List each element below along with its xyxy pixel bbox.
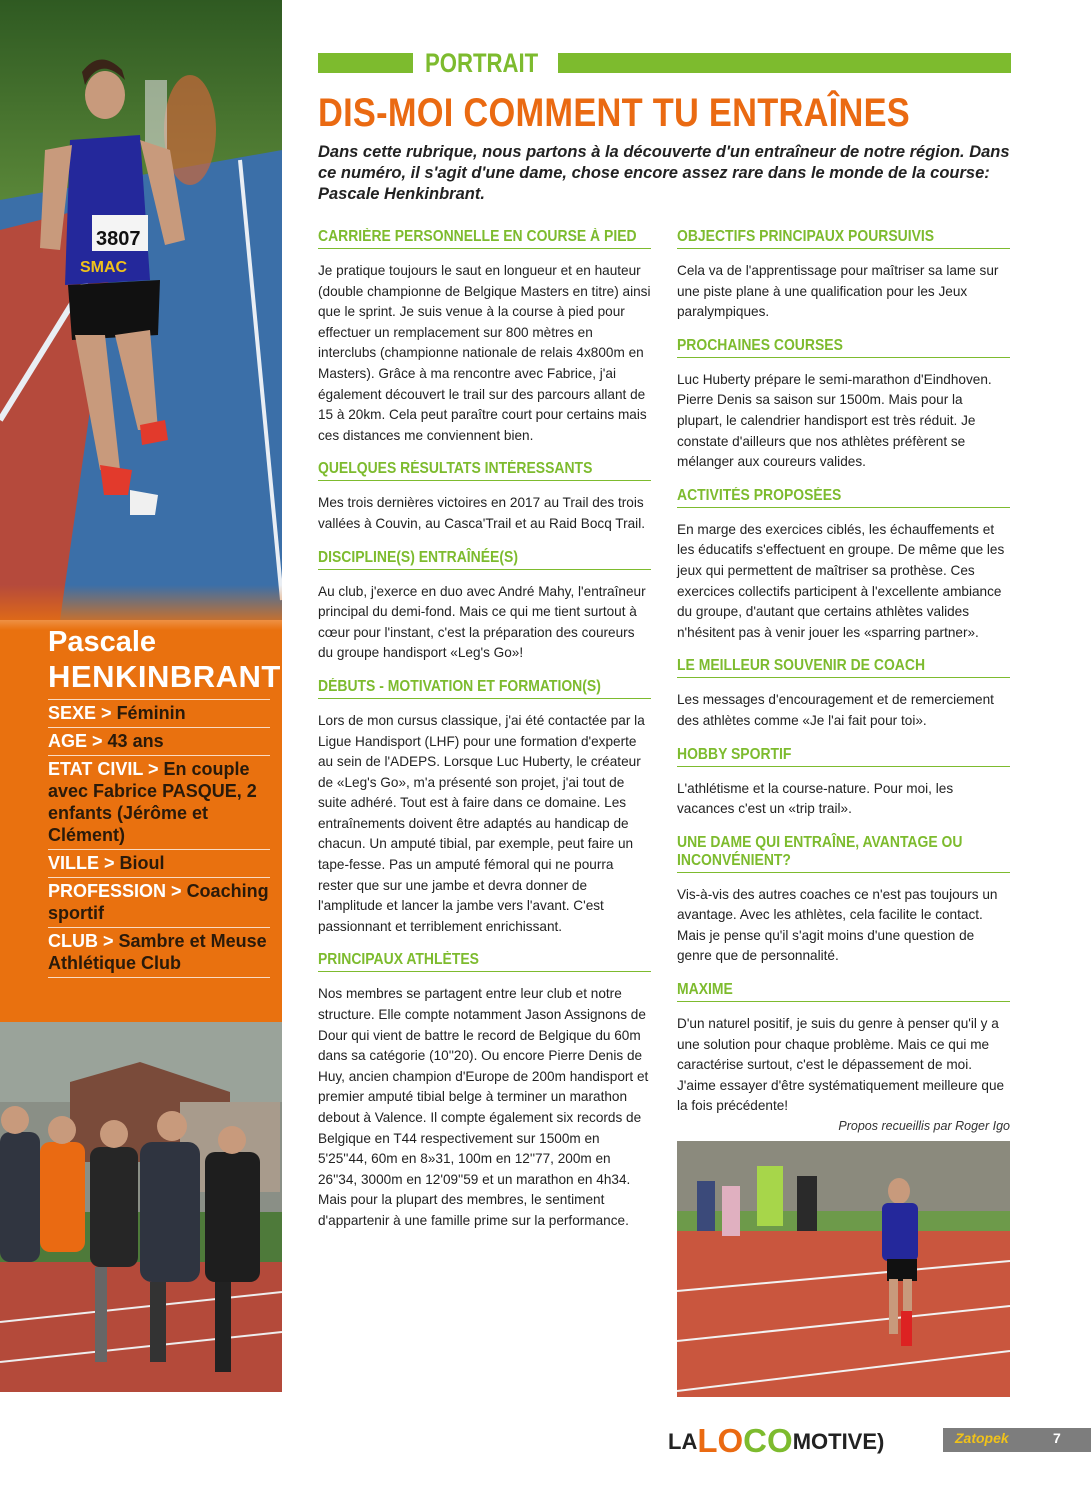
bio-row-profession: PROFESSION > Coaching sportif [48, 877, 270, 927]
section-heading: LE MEILLEUR SOUVENIR DE COACH [677, 657, 1010, 678]
section-text: Vis-à-vis des autres coaches ce n'est pas toujours un avantage. Avec les athlètes, cela facilite le contact. Mais je pense qu'il s'agit moins d'une question de genre que de personnalité. [677, 886, 998, 964]
section-heading: OBJECTIFS PRINCIPAUX POURSUIVIS [677, 228, 1010, 249]
section-heading: HOBBY SPORTIF [677, 746, 1010, 767]
page-footer [668, 1420, 1091, 1460]
bio-row-club: CLUB > Sambre et Meuse Athlétique Club [48, 927, 270, 978]
section-text: Je pratique toujours le saut en longueur et en hauteur (double championne de Belgique Masters en titre) ainsi que le sprint. Je suis venue à la course à pied pour effectuer un remplacement sur 800 mètres en interclubs (championne nationale de relais 4x800m en Masters). Grâce à ma rencontre avec Fabrice, j'ai également découvert le trail sur des parcours allant de 15 à 20km. Cela peut paraître court pour certains mais ces distances me conviennent bien. [318, 263, 651, 443]
runner-photo [0, 0, 282, 620]
section-heading: DÉBUTS - MOTIVATION ET FORMATION(S) [318, 678, 651, 699]
section-text: Lors de mon cursus classique, j'ai été contactée par la Ligue Handisport (LHF) pour une formation d'experte au sein de l'ADEPS. Lorsque Luc Huberty, le créateur de «Leg's Go», m'a présenté son projet, j'ai tout de suite adhéré. Tout est à faire dans ce domaine. Les entraînements doivent être adaptés au handicap de chacun. Un amputé tibial, par exemple, peut faire un tape-fesse. Pas un amputé fémoral qui ne pourra rester que sur une jambe et devra donner de l'amplitude et lancer la jambe vers l'avant. C'est passionnant et terriblement enrichissant. [318, 712, 645, 934]
page-number: 7 [1053, 1430, 1061, 1446]
section-label: PORTRAIT [425, 48, 539, 78]
section-text: L'athlétisme et la course-nature. Pour moi, les vacances c'est un «trip trail». [677, 780, 954, 817]
section-heading: MAXIME [677, 981, 1010, 1002]
article-header [318, 48, 1011, 205]
bio-box [0, 585, 282, 1022]
magazine-logo: LALOCOMOTIVE) [668, 1422, 885, 1459]
bio-row-age: AGE > 43 ans [48, 727, 270, 755]
group-photo [0, 1022, 282, 1392]
section-heading: ACTIVITÉS PROPOSÉES [677, 487, 1010, 508]
text-column-2 [677, 228, 1010, 1133]
section-text: Cela va de l'apprentissage pour maîtriser sa lame sur une piste plane à une qualification pour les Jeux paralympiques. [677, 263, 999, 320]
section-heading: DISCIPLINE(S) ENTRAÎNÉE(S) [318, 549, 651, 570]
track-photo [677, 1141, 1010, 1397]
article-title: DIS-MOI COMMENT TU ENTRAÎNES [318, 91, 911, 135]
section-text: Au club, j'exerce en duo avec André Mahy, l'entraîneur principal du demi-fond. Mais ce qui me tient surtout à cœur pour l'instant, c'est la préparation des coureurs du groupe handisport «Leg's Go»! [318, 583, 646, 661]
interview-credit: Propos recueillis par Roger Igo [838, 1119, 1010, 1134]
bio-row-sexe: SEXE > Féminin [48, 699, 270, 727]
bio-first-name: Pascale [48, 626, 157, 658]
section-heading: PROCHAINES COURSES [677, 337, 1010, 358]
section-text: Luc Huberty prépare le semi-marathon d'Eindhoven. Pierre Denis sa saison sur 1500m. Mais pour la plupart, le calendrier handisport est très réduit. Je constate d'ailleurs que nos athlètes préfèrent se mélanger aux coureurs valides. [677, 371, 992, 470]
footer-magazine: Zatopek [955, 1430, 1009, 1446]
section-text: En marge des exercices ciblés, les échauffements et les éducatifs s'effectuent en groupe. De même que les jeux qui permettent de maîtriser sa prothèse. Ces exercices collectifs participent à l'excellente ambiance du groupe, d'autant que certains athlètes valides n'hésitent pas à venir jouer les «sparring partner». [677, 521, 1005, 640]
left-column [0, 0, 282, 1392]
bib-number: 3807 [96, 228, 141, 250]
section-text: D'un naturel positif, je suis du genre à penser qu'il y a une solution pour chaque problème. Mais ce qui me caractérise surtout, c'est le dépassement de moi. J'aime essayer d'être systématiquement meilleure que la fois précédente! [677, 1016, 1005, 1114]
section-text: Mes trois dernières victoires en 2017 au Trail des trois vallées à Couvin, au Casca'Trail et au Raid Bocq Trail. [318, 495, 645, 531]
bio-row-etat-civil: ETAT CIVIL > En couple avec Fabrice PASQUE, 2 enfants (Jérôme et Clément) [48, 755, 270, 849]
bio-last-name: HENKINBRANT [48, 659, 281, 694]
section-heading: UNE DAME QUI ENTRAÎNE, AVANTAGE OU INCONVÉNIENT? [677, 834, 1010, 873]
section-heading: QUELQUES RÉSULTATS INTÉRESSANTS [318, 460, 651, 481]
article-intro: Dans cette rubrique, nous partons à la découverte d'un entraîneur de notre région. Dans ce numéro, il s'agit d'une dame, chose encore assez rare dans le monde de la course: Pascale Henkinbrant. [318, 143, 1010, 203]
bio-row-ville: VILLE > Bioul [48, 849, 270, 877]
section-heading: PRINCIPAUX ATHLÈTES [318, 951, 651, 972]
section-bar [318, 48, 1011, 76]
section-text: Nos membres se partagent entre leur club et notre structure. Elle compte notamment Jason Assignons de Dour qui vient de battre le record de Belgique du 60m dans sa catégorie (10''20). Ou encore Pierre Denis de Huy, ancien champion d'Europe de 200m handisport et premier amputé tibial belge à terminer un marathon debout à Valence. Il compte également six records de Belgique en T44 respectivement sur 1500m en 5'25''44, 60m en 8»31, 100m en 12''77, 200m en 26''34, 3000m en 12'09''59 et un marathon en 4h34. Mais pour la plupart des membres, le sentiment d'appartenir à une famille prime sur la performance. [318, 986, 649, 1228]
section-heading: CARRIÈRE PERSONNELLE EN COURSE À PIED [318, 228, 651, 249]
text-column-1 [318, 228, 651, 1246]
section-text: Les messages d'encouragement et de remerciement des athlètes comme «Je l'ai fait pour toi». [677, 692, 994, 728]
bib-club: SMAC [80, 259, 128, 276]
